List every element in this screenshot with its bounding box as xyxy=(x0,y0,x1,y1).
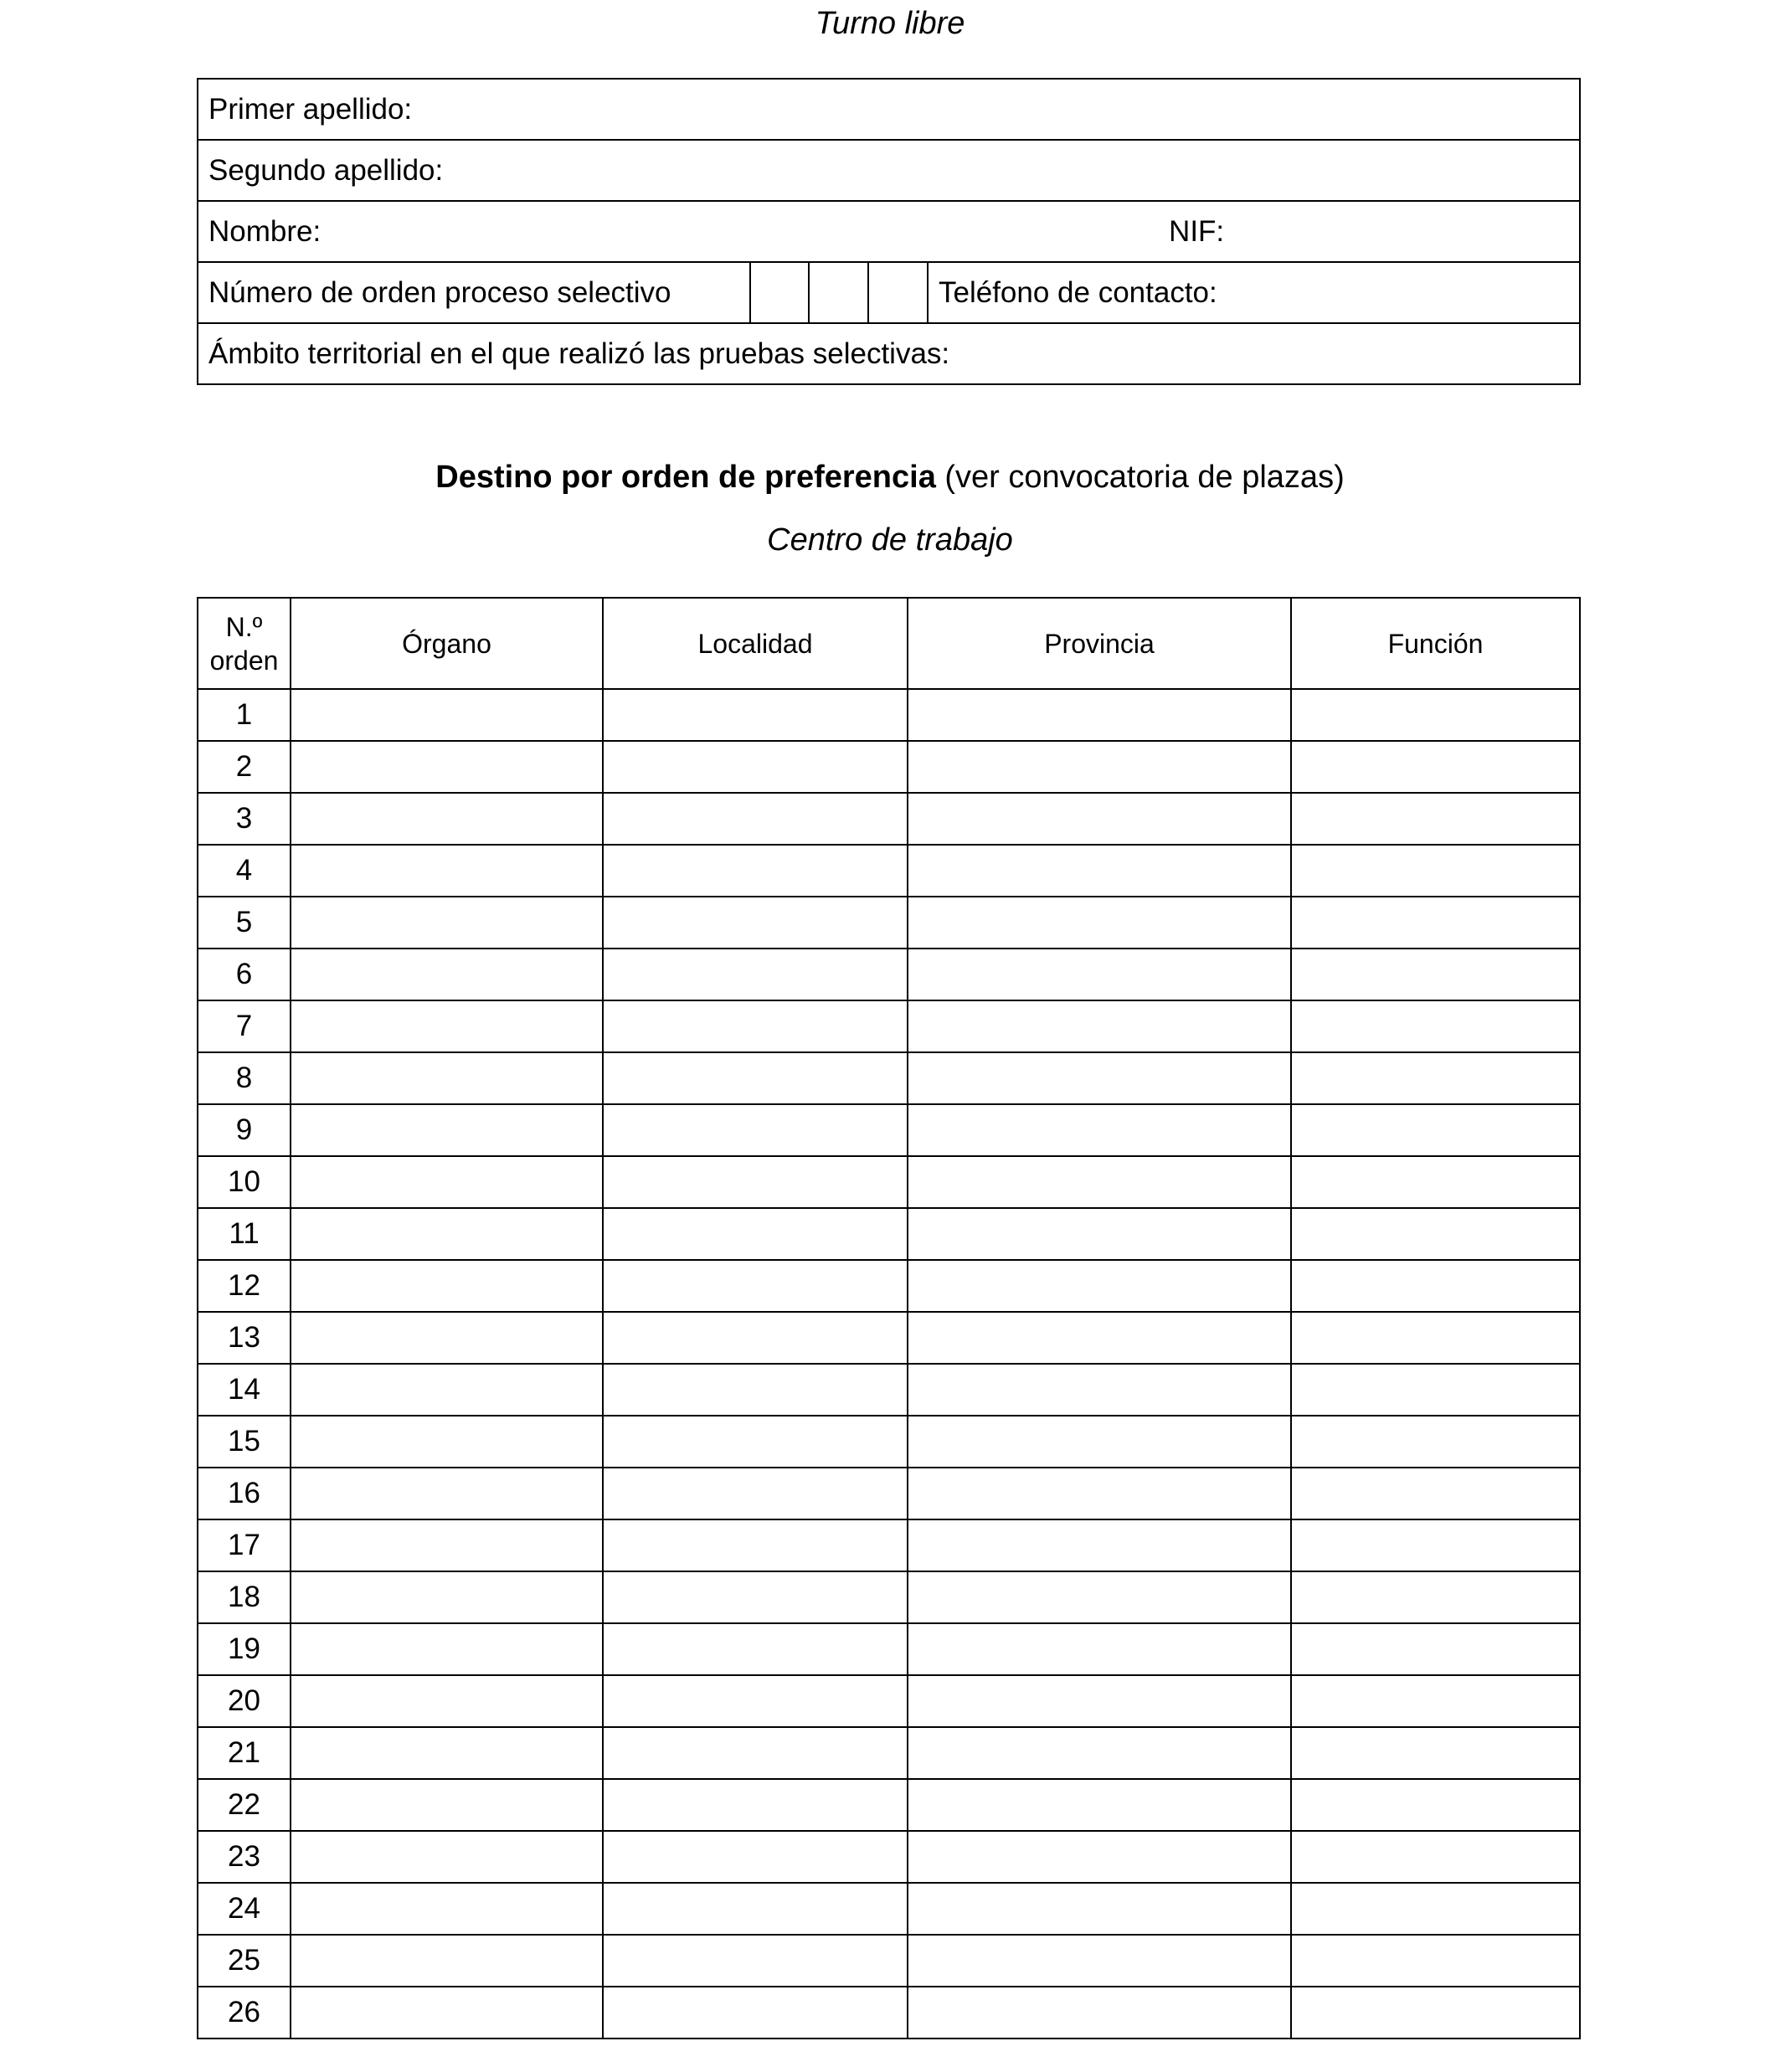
section-title-bold: Destino por orden de preferencia xyxy=(435,460,936,495)
organo-cell[interactable] xyxy=(291,1468,603,1519)
table-row xyxy=(198,741,1580,793)
organo-cell[interactable] xyxy=(291,689,603,741)
provincia-cell[interactable] xyxy=(908,1935,1291,1987)
provincia-cell[interactable] xyxy=(908,1883,1291,1935)
row-number: 6 xyxy=(198,949,291,1000)
nombre-row xyxy=(198,201,1580,262)
organo-cell[interactable] xyxy=(291,1416,603,1468)
row-number: 16 xyxy=(198,1468,291,1519)
provincia-cell[interactable] xyxy=(908,1312,1291,1364)
organo-cell[interactable] xyxy=(291,1000,603,1052)
provincia-cell[interactable] xyxy=(908,1052,1291,1104)
header-orden: N.º orden xyxy=(198,598,291,689)
table-row xyxy=(198,1675,1580,1727)
table-row xyxy=(198,1623,1580,1675)
row-number: 23 xyxy=(198,1831,291,1883)
organo-cell[interactable] xyxy=(291,1312,603,1364)
organo-cell[interactable] xyxy=(291,1727,603,1779)
table-row xyxy=(198,1727,1580,1779)
table-row xyxy=(198,1208,1580,1260)
telefono-label: Teléfono de contacto: xyxy=(939,275,1217,309)
numero-orden-box-1[interactable] xyxy=(750,262,809,323)
provincia-cell[interactable] xyxy=(908,897,1291,949)
numero-orden-row xyxy=(198,262,1580,323)
funcion-cell[interactable] xyxy=(1291,1416,1580,1468)
table-row xyxy=(198,1987,1580,2039)
row-number: 12 xyxy=(198,1260,291,1312)
provincia-cell[interactable] xyxy=(908,1260,1291,1312)
localidad-cell[interactable] xyxy=(603,1727,908,1779)
localidad-cell[interactable] xyxy=(603,1779,908,1831)
localidad-cell[interactable] xyxy=(603,793,908,845)
funcion-cell[interactable] xyxy=(1291,845,1580,897)
organo-cell[interactable] xyxy=(291,897,603,949)
table-row xyxy=(198,1156,1580,1208)
organo-cell[interactable] xyxy=(291,1052,603,1104)
ambito-row xyxy=(198,323,1580,384)
telefono-field[interactable] xyxy=(928,262,1580,323)
localidad-cell[interactable] xyxy=(603,1312,908,1364)
provincia-cell[interactable] xyxy=(908,1104,1291,1156)
funcion-cell[interactable] xyxy=(1291,1519,1580,1571)
localidad-cell[interactable] xyxy=(603,741,908,793)
preferences-table xyxy=(197,597,1581,2039)
form-title: Turno libre xyxy=(815,6,965,41)
numero-orden-label: Número de orden proceso selectivo xyxy=(208,275,671,309)
table-row xyxy=(198,845,1580,897)
provincia-cell[interactable] xyxy=(908,949,1291,1000)
funcion-cell[interactable] xyxy=(1291,1935,1580,1987)
localidad-cell[interactable] xyxy=(603,1416,908,1468)
organo-cell[interactable] xyxy=(291,845,603,897)
organo-cell[interactable] xyxy=(291,1831,603,1883)
funcion-cell[interactable] xyxy=(1291,1987,1580,2039)
localidad-cell[interactable] xyxy=(603,1935,908,1987)
table-row xyxy=(198,1364,1580,1416)
section-title-rest: (ver convocatoria de plazas) xyxy=(935,460,1345,495)
funcion-cell[interactable] xyxy=(1291,1104,1580,1156)
row-number: 25 xyxy=(198,1935,291,1987)
funcion-cell[interactable] xyxy=(1291,741,1580,793)
provincia-cell[interactable] xyxy=(908,1727,1291,1779)
section-title xyxy=(0,452,1780,502)
funcion-cell[interactable] xyxy=(1291,1571,1580,1623)
organo-cell[interactable] xyxy=(291,741,603,793)
localidad-cell[interactable] xyxy=(603,1104,908,1156)
table-row xyxy=(198,1519,1580,1571)
row-number: 24 xyxy=(198,1883,291,1935)
header-localidad: Localidad xyxy=(603,598,908,689)
preferences-body xyxy=(198,689,1580,2039)
organo-cell[interactable] xyxy=(291,1623,603,1675)
organo-cell[interactable] xyxy=(291,1571,603,1623)
funcion-cell[interactable] xyxy=(1291,1156,1580,1208)
provincia-cell[interactable] xyxy=(908,1208,1291,1260)
provincia-cell[interactable] xyxy=(908,1623,1291,1675)
table-row xyxy=(198,1052,1580,1104)
table-row xyxy=(198,1468,1580,1519)
table-row xyxy=(198,1883,1580,1935)
primer-apellido-field[interactable] xyxy=(198,79,1580,140)
organo-cell[interactable] xyxy=(291,1364,603,1416)
table-row xyxy=(198,1831,1580,1883)
numero-orden-box-3[interactable] xyxy=(868,262,928,323)
ambito-label: Ámbito territorial en el que realizó las pruebas selectivas: xyxy=(208,337,950,370)
provincia-cell[interactable] xyxy=(908,1675,1291,1727)
funcion-cell[interactable] xyxy=(1291,1312,1580,1364)
primer-apellido-row xyxy=(198,79,1580,140)
provincia-cell[interactable] xyxy=(908,1779,1291,1831)
funcion-cell[interactable] xyxy=(1291,1208,1580,1260)
localidad-cell[interactable] xyxy=(603,1260,908,1312)
numero-orden-box-2[interactable] xyxy=(809,262,868,323)
organo-cell[interactable] xyxy=(291,1883,603,1935)
applicant-data-table xyxy=(197,78,1581,385)
row-number: 5 xyxy=(198,897,291,949)
organo-cell[interactable] xyxy=(291,1104,603,1156)
table-row xyxy=(198,1416,1580,1468)
row-number: 3 xyxy=(198,793,291,845)
table-row xyxy=(198,1260,1580,1312)
table-row xyxy=(198,689,1580,741)
row-number: 4 xyxy=(198,845,291,897)
row-number: 20 xyxy=(198,1675,291,1727)
funcion-cell[interactable] xyxy=(1291,1052,1580,1104)
localidad-cell[interactable] xyxy=(603,1883,908,1935)
funcion-cell[interactable] xyxy=(1291,1623,1580,1675)
funcion-cell[interactable] xyxy=(1291,1831,1580,1883)
table-row xyxy=(198,1779,1580,1831)
row-number: 18 xyxy=(198,1571,291,1623)
section-subtitle: Centro de trabajo xyxy=(767,522,1013,558)
table-row xyxy=(198,1104,1580,1156)
localidad-cell[interactable] xyxy=(603,1571,908,1623)
funcion-cell[interactable] xyxy=(1291,689,1580,741)
funcion-cell[interactable] xyxy=(1291,1779,1580,1831)
primer-apellido-label: Primer apellido: xyxy=(208,92,413,126)
table-row xyxy=(198,897,1580,949)
organo-cell[interactable] xyxy=(291,1987,603,2039)
provincia-cell[interactable] xyxy=(908,1571,1291,1623)
localidad-cell[interactable] xyxy=(603,1519,908,1571)
provincia-cell[interactable] xyxy=(908,793,1291,845)
row-number: 21 xyxy=(198,1727,291,1779)
organo-cell[interactable] xyxy=(291,1935,603,1987)
funcion-cell[interactable] xyxy=(1291,1260,1580,1312)
table-row xyxy=(198,1312,1580,1364)
localidad-cell[interactable] xyxy=(603,1675,908,1727)
funcion-cell[interactable] xyxy=(1291,1675,1580,1727)
row-number: 2 xyxy=(198,741,291,793)
preferences-header-row xyxy=(198,598,1580,689)
organo-cell[interactable] xyxy=(291,1208,603,1260)
header-provincia: Provincia xyxy=(908,598,1291,689)
nif-label: NIF: xyxy=(1169,214,1225,248)
localidad-cell[interactable] xyxy=(603,1623,908,1675)
row-number: 11 xyxy=(198,1208,291,1260)
table-row xyxy=(198,1000,1580,1052)
funcion-cell[interactable] xyxy=(1291,1883,1580,1935)
provincia-cell[interactable] xyxy=(908,1416,1291,1468)
row-number: 26 xyxy=(198,1987,291,2039)
organo-cell[interactable] xyxy=(291,949,603,1000)
organo-cell[interactable] xyxy=(291,1156,603,1208)
organo-cell[interactable] xyxy=(291,1260,603,1312)
localidad-cell[interactable] xyxy=(603,845,908,897)
provincia-cell[interactable] xyxy=(908,1987,1291,2039)
row-number: 10 xyxy=(198,1156,291,1208)
row-number: 9 xyxy=(198,1104,291,1156)
row-number: 1 xyxy=(198,689,291,741)
row-number: 8 xyxy=(198,1052,291,1104)
provincia-cell[interactable] xyxy=(908,689,1291,741)
localidad-cell[interactable] xyxy=(603,1208,908,1260)
segundo-apellido-row xyxy=(198,140,1580,201)
localidad-cell[interactable] xyxy=(603,949,908,1000)
funcion-cell[interactable] xyxy=(1291,793,1580,845)
provincia-cell[interactable] xyxy=(908,1364,1291,1416)
segundo-apellido-field[interactable] xyxy=(198,140,1580,201)
localidad-cell[interactable] xyxy=(603,1052,908,1104)
organo-cell[interactable] xyxy=(291,793,603,845)
table-row xyxy=(198,1571,1580,1623)
provincia-cell[interactable] xyxy=(908,845,1291,897)
provincia-cell[interactable] xyxy=(908,1000,1291,1052)
row-number: 15 xyxy=(198,1416,291,1468)
nombre-label: Nombre: xyxy=(208,214,322,248)
localidad-cell[interactable] xyxy=(603,1831,908,1883)
provincia-cell[interactable] xyxy=(908,1519,1291,1571)
funcion-cell[interactable] xyxy=(1291,1000,1580,1052)
funcion-cell[interactable] xyxy=(1291,1468,1580,1519)
funcion-cell[interactable] xyxy=(1291,897,1580,949)
organo-cell[interactable] xyxy=(291,1675,603,1727)
numero-orden-label-cell xyxy=(198,262,750,323)
row-number: 17 xyxy=(198,1519,291,1571)
table-row xyxy=(198,1935,1580,1987)
table-row xyxy=(198,949,1580,1000)
row-number: 7 xyxy=(198,1000,291,1052)
row-number: 14 xyxy=(198,1364,291,1416)
provincia-cell[interactable] xyxy=(908,741,1291,793)
localidad-cell[interactable] xyxy=(603,897,908,949)
organo-cell[interactable] xyxy=(291,1519,603,1571)
header-organo: Órgano xyxy=(291,598,603,689)
nombre-nif-field[interactable] xyxy=(198,201,1580,262)
funcion-cell[interactable] xyxy=(1291,1364,1580,1416)
localidad-cell[interactable] xyxy=(603,1364,908,1416)
localidad-cell[interactable] xyxy=(603,1156,908,1208)
localidad-cell[interactable] xyxy=(603,1468,908,1519)
segundo-apellido-label: Segundo apellido: xyxy=(208,153,444,187)
ambito-field[interactable] xyxy=(198,323,1580,384)
funcion-cell[interactable] xyxy=(1291,1727,1580,1779)
localidad-cell[interactable] xyxy=(603,1000,908,1052)
provincia-cell[interactable] xyxy=(908,1156,1291,1208)
row-number: 19 xyxy=(198,1623,291,1675)
row-number: 13 xyxy=(198,1312,291,1364)
provincia-cell[interactable] xyxy=(908,1831,1291,1883)
provincia-cell[interactable] xyxy=(908,1468,1291,1519)
localidad-cell[interactable] xyxy=(603,689,908,741)
row-number: 22 xyxy=(198,1779,291,1831)
localidad-cell[interactable] xyxy=(603,1987,908,2039)
header-funcion: Función xyxy=(1291,598,1580,689)
organo-cell[interactable] xyxy=(291,1779,603,1831)
table-row xyxy=(198,793,1580,845)
funcion-cell[interactable] xyxy=(1291,949,1580,1000)
